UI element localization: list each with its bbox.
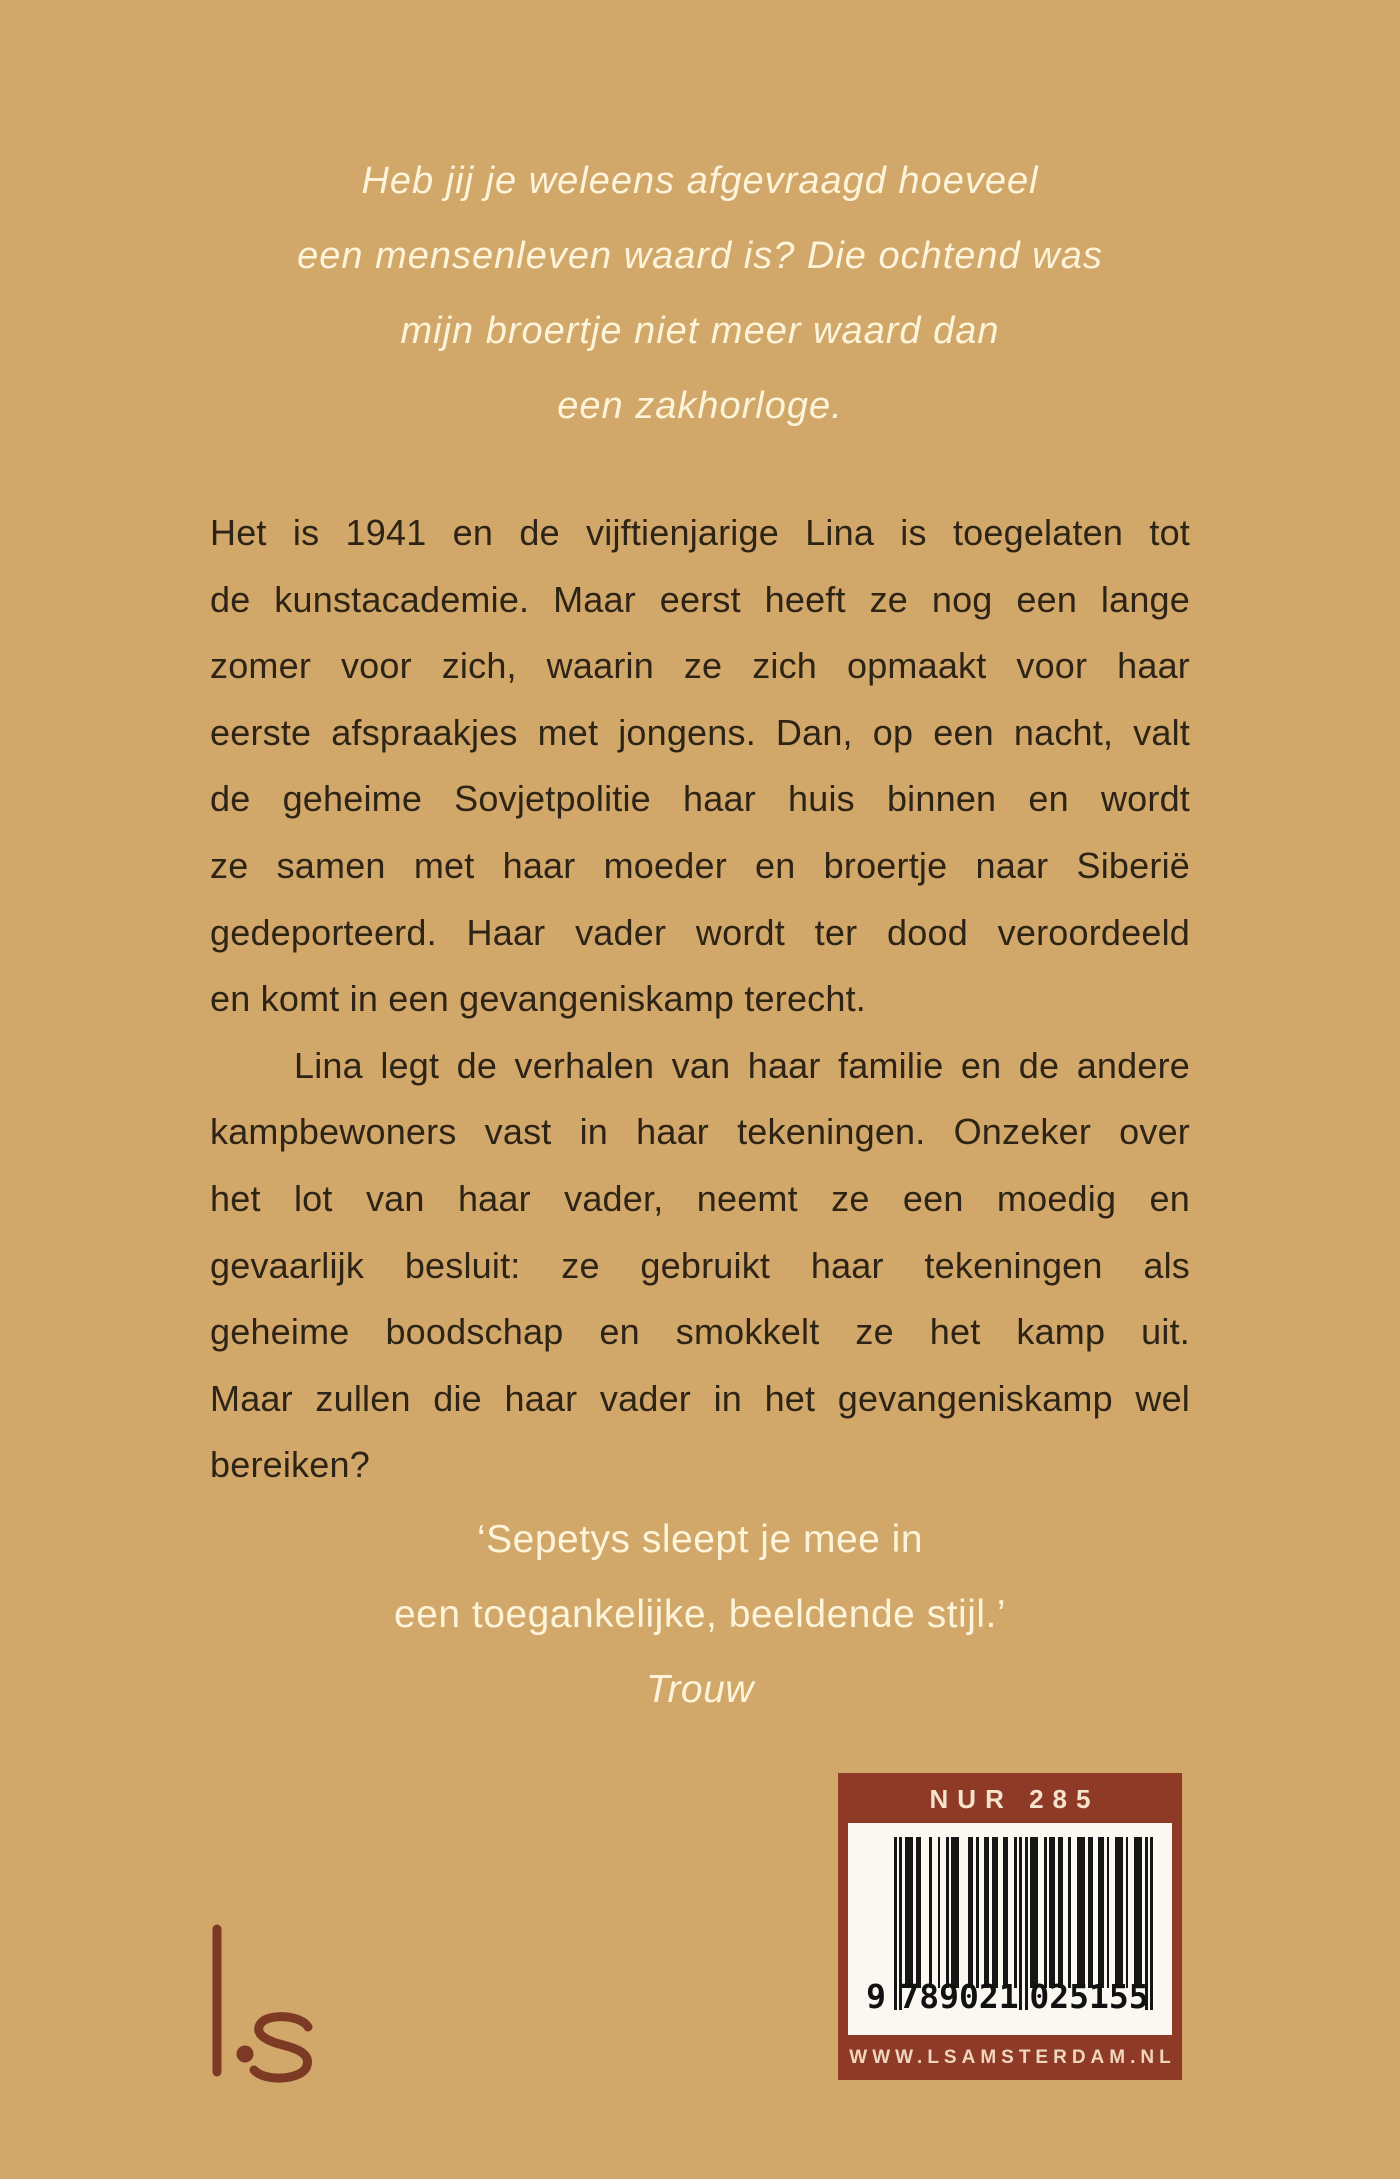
top-quote-line: een mensenleven waard is? Die ochtend was <box>297 235 1103 277</box>
review-quote <box>0 1502 1400 1727</box>
review-quote-source: Trouw <box>646 1668 754 1711</box>
top-quote-line: mijn broertje niet meer waard dan <box>400 310 1000 352</box>
publisher-website: WWW.LSAMSTERDAM.NL <box>849 2047 1176 2068</box>
synopsis-line: Lina legt de verhalen van haar familie en de andere <box>294 1044 1190 1086</box>
synopsis-line: Maar zullen die haar vader in het gevangeniskamp wel <box>210 1377 1190 1419</box>
isbn-digits-left: 789021 <box>899 1977 1019 2016</box>
publisher-logo-icon <box>195 1921 325 2083</box>
synopsis-line: de kunstacademie. Maar eerst heeft ze nog een lange <box>210 578 1190 620</box>
synopsis-line: geheime boodschap en smokkelt ze het kamp uit. <box>210 1311 1190 1353</box>
synopsis-line: Het is 1941 en de vijftienjarige Lina is toegelaten tot <box>210 512 1190 553</box>
barcode-block <box>838 1773 1182 2080</box>
synopsis-text <box>210 500 1190 1499</box>
isbn-digits-right: 025155 <box>1029 1977 1149 2016</box>
isbn-digit-first: 9 <box>866 1977 886 2016</box>
synopsis-line: en komt in een gevangeniskamp terecht. <box>210 978 866 1020</box>
synopsis-line: kampbewoners vast in haar tekeningen. Onzeker over <box>210 1111 1190 1153</box>
top-quote-line: een zakhorloge. <box>557 385 843 427</box>
synopsis-line: eerste afspraakjes met jongens. Dan, op een nacht, valt <box>210 711 1190 753</box>
synopsis-line: de geheime Sovjetpolitie haar huis binnen en wordt <box>210 778 1190 820</box>
synopsis-line: het lot van haar vader, neemt ze een moedig en <box>210 1177 1190 1219</box>
synopsis-line: zomer voor zich, waarin ze zich opmaakt voor haar <box>210 645 1190 687</box>
review-quote-line: een toegankelijke, beeldende stijl.’ <box>393 1593 1007 1636</box>
nur-label: NUR 285 <box>929 1784 1100 1814</box>
synopsis-line: ze samen met haar moeder en broertje naar Siberië <box>210 844 1190 886</box>
barcode-label <box>848 1823 1172 2035</box>
top-quote-line: Heb jij je weleens afgevraagd hoeveel <box>361 160 1039 202</box>
synopsis-line: gedeporteerd. Haar vader wordt ter dood veroordeeld <box>210 911 1190 953</box>
synopsis-line: bereiken? <box>210 1444 370 1486</box>
review-quote-line: ‘Sepetys sleept je mee in <box>476 1518 924 1561</box>
synopsis-line: gevaarlijk besluit: ze gebruikt haar tekeningen als <box>210 1244 1190 1286</box>
top-quote <box>0 144 1400 444</box>
